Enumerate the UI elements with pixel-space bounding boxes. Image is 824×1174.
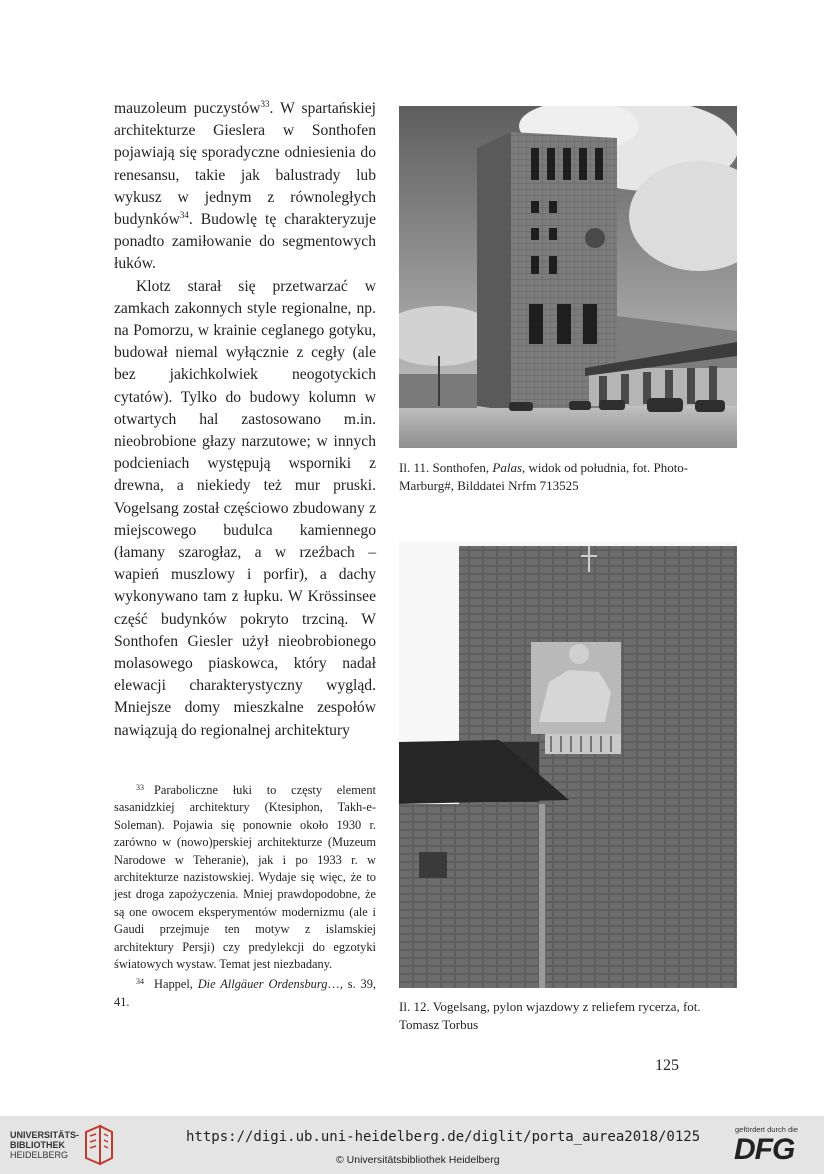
footnotes <box>114 779 376 1011</box>
library-crest-icon <box>82 1124 116 1166</box>
footnote-number: 33 <box>136 783 144 792</box>
body-text-column <box>114 98 376 742</box>
copyright-notice: © Universitätsbibliothek Heidelberg <box>336 1154 500 1166</box>
footer-bar <box>0 1116 824 1174</box>
figure-12-photo <box>399 542 737 988</box>
paragraph-2: Klotz starał się przetwarzać w zamkach zakonnych style regionalne, np. na Pomorzu, w krainie ceglanego gotyku, budował niemal wyłącznie z cegły (ale bez jakichkolwiek neogotyckich cytatów). Tylko do budowy kolumn w otwartych hal zastosowano m.in. nieobrobione głazy narzutowe; w innych podcieniach występują wsporniki z drewna, a niekiedy też mur pruski. Vogelsang został częściowo zbudowany z miejscowego budulca kamiennego (łamany szarogłaz, a w rzeźbach – wapień muszlowy i porfir), a dachy wykonywano tam z łupku. W Krössinsee część budynków pokryto trzciną. W Sonthofen Giesler użył nieobrobionego molasowego piaskowca, który nadał elewacji charakterystyczny wygląd. Mniejsze domy mieszkalne zespołów nawiązują do regionalnej architektury <box>114 277 376 739</box>
figure-11-photo <box>399 106 737 448</box>
footnote-ref-33[interactable]: 33 <box>260 99 270 109</box>
sponsor-label: gefördert durch die <box>735 1125 798 1134</box>
footnote-34: $^{34}$ Happel, Die Allgäuer Ordensburg…, s. 39, 41. <box>114 977 377 1009</box>
library-logo-text[interactable]: UNIVERSITÄTS- BIBLIOTHEK HEIDELBERG <box>10 1130 80 1160</box>
paragraph-1: mauzoleum puczystów$^{33}$. W spartańskiej architekturze Gieslera w Sonthofen pojawiają się sporadyczne odniesienia do renesansu, takie jak balustrady lub wykusz w jednym z równoległych budynków$^{34}$. Budowlę tę charakteryzuje ponadto zamiłowanie do segmentowych łuków. <box>114 99 376 273</box>
footnote-ref-34[interactable]: 34 <box>179 210 189 221</box>
figure-12-caption: Il. 12. Vogelsang, pylon wjazdowy z reliefem rycerza, fot. Tomasz Torbus <box>399 999 701 1033</box>
footnote-number: 34 <box>136 977 144 987</box>
permalink-url[interactable]: https://digi.ub.uni-heidelberg.de/diglit/porta_aurea2018/0125 <box>186 1129 701 1145</box>
page-number: 125 <box>655 1057 679 1074</box>
dfg-logo[interactable]: DFG <box>734 1133 795 1166</box>
footnote-33: $^{33}$ Paraboliczne łuki to częsty element sasanidzkiej architektury (Ktesiphon, Takh-e-Soleman). Pojawia się ponownie około 1930 r. zarówno w (nowo)perskiej architekturze (Muzeum Narodowe w Teheranie), jak i po 1933 r. w architekturze nazistowskiej. Wydaje się więc, że to jest droga zapożyczenia. Mniej prawdopodobne, że są one owocem eksperymentów modernizmu (ale i Gaudi przejmuje ten motyw z islamskiej architektury Persji) czy predylekcji do egzotyki światowych wystaw. Temat jest niezbadany. <box>114 783 376 972</box>
figure-11-caption: Il. 11. Sonthofen, Palas, widok od południa, fot. Photo-Marburg#, Bilddatei Nrfm 713525 <box>399 460 689 494</box>
